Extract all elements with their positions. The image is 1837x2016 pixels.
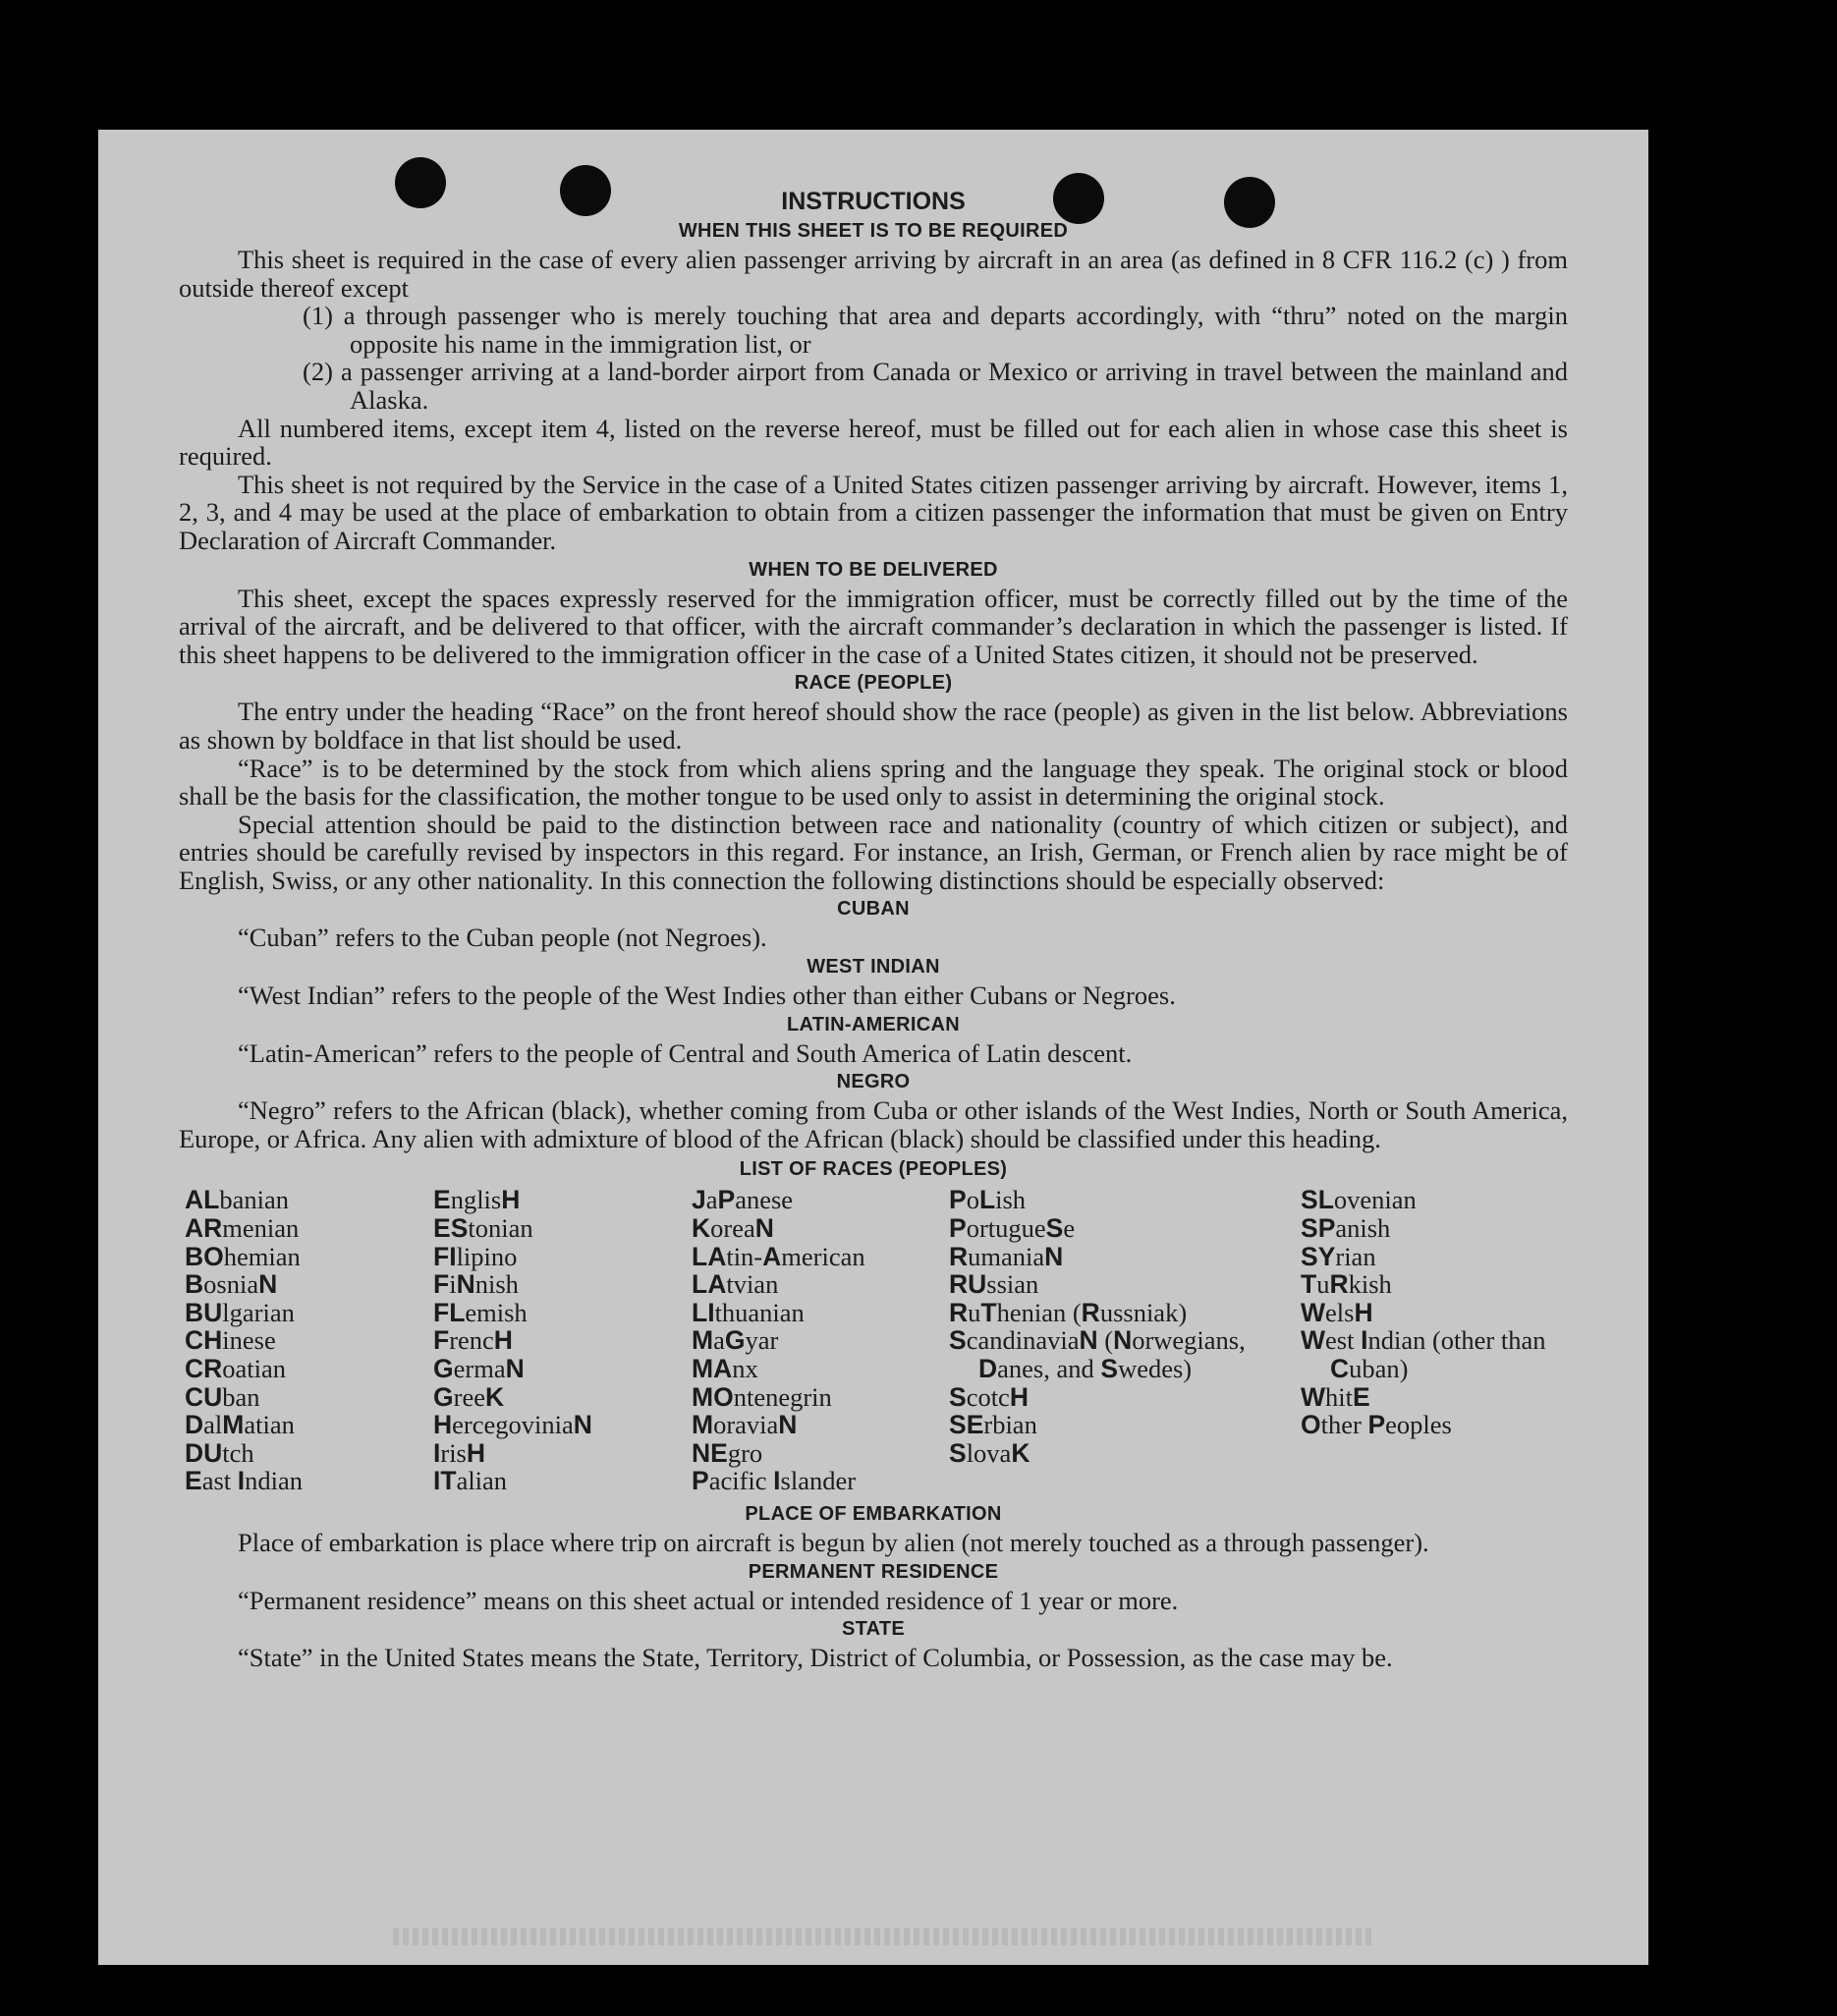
race-item: ITalian	[433, 1466, 508, 1496]
race-column	[433, 1186, 692, 1495]
race-item: SErbian	[949, 1410, 1037, 1440]
paragraph: The entry under the heading “Race” on the front hereof should show the race (people) as given in the list below. Abbreviations as shown by boldface in that list should be used.	[179, 697, 1568, 755]
race-item: PoLish	[949, 1185, 1027, 1215]
paragraph: “Permanent residence” means on this sheet actual or intended residence of 1 year or more.	[238, 1585, 1179, 1615]
race-item: LAtvian	[692, 1269, 779, 1300]
race-item: MaGyar	[692, 1325, 779, 1356]
race-item: GermaN	[433, 1354, 525, 1383]
subsection-heading: NEGRO	[836, 1071, 911, 1093]
race-item: ScandinaviaN (Norwegians, Danes, and Swedes)	[949, 1325, 1246, 1383]
race-item: LIthuanian	[692, 1297, 805, 1327]
section-heading: RACE (PEOPLE)	[794, 672, 953, 695]
page-title: INSTRUCTIONS	[781, 188, 966, 215]
race-item: ARmenian	[185, 1213, 300, 1244]
race-item: FrencH	[433, 1325, 513, 1356]
section-heading: WHEN TO BE DELIVERED	[749, 558, 998, 581]
race-item: IrisH	[433, 1437, 486, 1468]
race-item: MoraviaN	[692, 1410, 798, 1440]
race-item: KoreaN	[692, 1213, 774, 1244]
race-item: WhitE	[1301, 1381, 1370, 1412]
subsection-heading: LATIN-AMERICAN	[786, 1013, 961, 1036]
race-item: DalMatian	[185, 1410, 295, 1440]
race-item: CHinese	[185, 1325, 276, 1356]
punch-hole	[560, 165, 611, 216]
race-item: BOhemian	[185, 1241, 301, 1271]
race-column	[949, 1186, 1259, 1495]
race-item: BosniaN	[185, 1269, 278, 1300]
race-item: LAtin-American	[692, 1241, 865, 1271]
race-item: MAnx	[692, 1354, 758, 1383]
race-item: GreeK	[433, 1381, 505, 1412]
race-item: EStonian	[433, 1213, 533, 1244]
race-item: DUtch	[185, 1437, 254, 1468]
race-list	[185, 1186, 1568, 1495]
paragraph: This sheet, except the spaces expressly reserved for the immigration officer, must be correctly filled out by the time of the arrival of the aircraft, and be delivered to that officer, with the aircraft commander’s declaration in which the passenger is listed. If this sheet happens to be delivered to the immigration officer in the case of a United States citizen, it should not be preserved.	[179, 583, 1568, 669]
race-item: Pacific Islander	[692, 1466, 857, 1496]
paragraph: All numbered items, except item 4, listed on the reverse hereof, must be filled out for each alien in whose case this sheet is required.	[179, 413, 1568, 472]
race-item: EnglisH	[433, 1185, 521, 1215]
punch-hole	[1224, 177, 1275, 228]
race-item: RuThenian (Russniak)	[949, 1297, 1188, 1327]
race-item: CUban	[185, 1381, 260, 1412]
definition: “West Indian” refers to the people of the West Indies other than either Cubans or Negroes.	[238, 980, 1176, 1011]
definition: “Latin-American” refers to the people of Central and South America of Latin descent.	[238, 1037, 1133, 1068]
paragraph: Special attention should be paid to the distinction between race and nationality (country of which citizen or subject), and entries should be carefully revised by inspectors in this regard. For instance, an Irish, German, or French alien by race might be of English, Swiss, or any other nationality. In this connection the following distinctions should be especially observed:	[179, 809, 1568, 895]
punch-hole	[1053, 173, 1104, 224]
race-item: NEgro	[692, 1437, 763, 1468]
race-item: SLovenian	[1301, 1185, 1417, 1215]
race-item: CRoatian	[185, 1354, 287, 1383]
paragraph: “Race” is to be determined by the stock from which aliens spring and the language they speak. The original stock or blood shall be the basis for the classification, the mother tongue to be used only to assist in determining the original stock.	[179, 753, 1568, 812]
document-page	[98, 130, 1648, 1965]
subsection-heading: WEST INDIAN	[807, 956, 940, 979]
race-list-heading: LIST OF RACES (PEOPLES)	[739, 1158, 1008, 1181]
list-item: (1) a through passenger who is merely touching that area and departs accordingly, with “thru” noted on the margin opposite his name in the immigration list, or	[303, 301, 1568, 359]
race-item: East Indian	[185, 1466, 303, 1496]
race-item: SlovaK	[949, 1437, 1030, 1468]
race-item: RUssian	[949, 1269, 1039, 1300]
race-item: MOntenegrin	[692, 1381, 832, 1412]
race-column	[1301, 1186, 1566, 1495]
definition: “Cuban” refers to the Cuban people (not Negroes).	[238, 923, 767, 953]
paragraph: “State” in the United States means the State, Territory, District of Columbia, or Possession, as the case may be.	[238, 1643, 1393, 1673]
race-item: TuRkish	[1301, 1269, 1392, 1300]
list-item: (2) a passenger arriving at a land-border airport from Canada or Mexico or arriving in travel between the mainland and Alaska.	[303, 357, 1568, 415]
race-item: HercegoviniaN	[433, 1410, 592, 1440]
race-item: SPanish	[1301, 1213, 1391, 1244]
paragraph: Place of embarkation is place where trip on aircraft is begun by alien (not merely touched as a through passenger).	[238, 1527, 1429, 1557]
race-column	[692, 1186, 949, 1495]
section-heading: PERMANENT RESIDENCE	[748, 1560, 999, 1583]
race-item: Other Peoples	[1301, 1410, 1452, 1440]
race-item: ALbanian	[185, 1185, 289, 1215]
section-heading: STATE	[841, 1618, 906, 1641]
bleed-through-text	[393, 1928, 1375, 1945]
paragraph: This sheet is not required by the Service in the case of a United States citizen passenger arriving by aircraft. However, items 1, 2, 3, and 4 may be used at the place of embarkation to obtain from a citizen passenger the information that must be given on Entry Declaration of Aircraft Commander.	[179, 469, 1568, 555]
race-column	[185, 1186, 433, 1495]
race-item: JaPanese	[692, 1185, 794, 1215]
race-item: SYrian	[1301, 1241, 1376, 1271]
definition: “Negro” refers to the African (black), whether coming from Cuba or other islands of the West Indies, North or South America, Europe, or Africa. Any alien with admixture of blood of the African (black) should be classified under this heading.	[179, 1095, 1568, 1153]
race-item: BUlgarian	[185, 1297, 295, 1327]
race-item: WelsH	[1301, 1297, 1373, 1327]
race-item: RumaniaN	[949, 1241, 1064, 1271]
subsection-heading: CUBAN	[837, 898, 910, 921]
race-item: ScotcH	[949, 1381, 1029, 1412]
race-item: FiNnish	[433, 1269, 519, 1300]
race-item: FIlipino	[433, 1241, 518, 1271]
section-heading: PLACE OF EMBARKATION	[745, 1502, 1002, 1525]
section-heading: WHEN THIS SHEET IS TO BE REQUIRED	[678, 220, 1069, 242]
race-item: PortugueSe	[949, 1213, 1076, 1244]
race-item: FLemish	[433, 1297, 528, 1327]
paragraph: This sheet is required in the case of every alien passenger arriving by aircraft in an area (as defined in 8 CFR 116.2 (c) ) from outside thereof except	[179, 245, 1568, 303]
race-item: West Indian (other than Cuban)	[1301, 1325, 1546, 1383]
punch-hole	[395, 157, 446, 208]
